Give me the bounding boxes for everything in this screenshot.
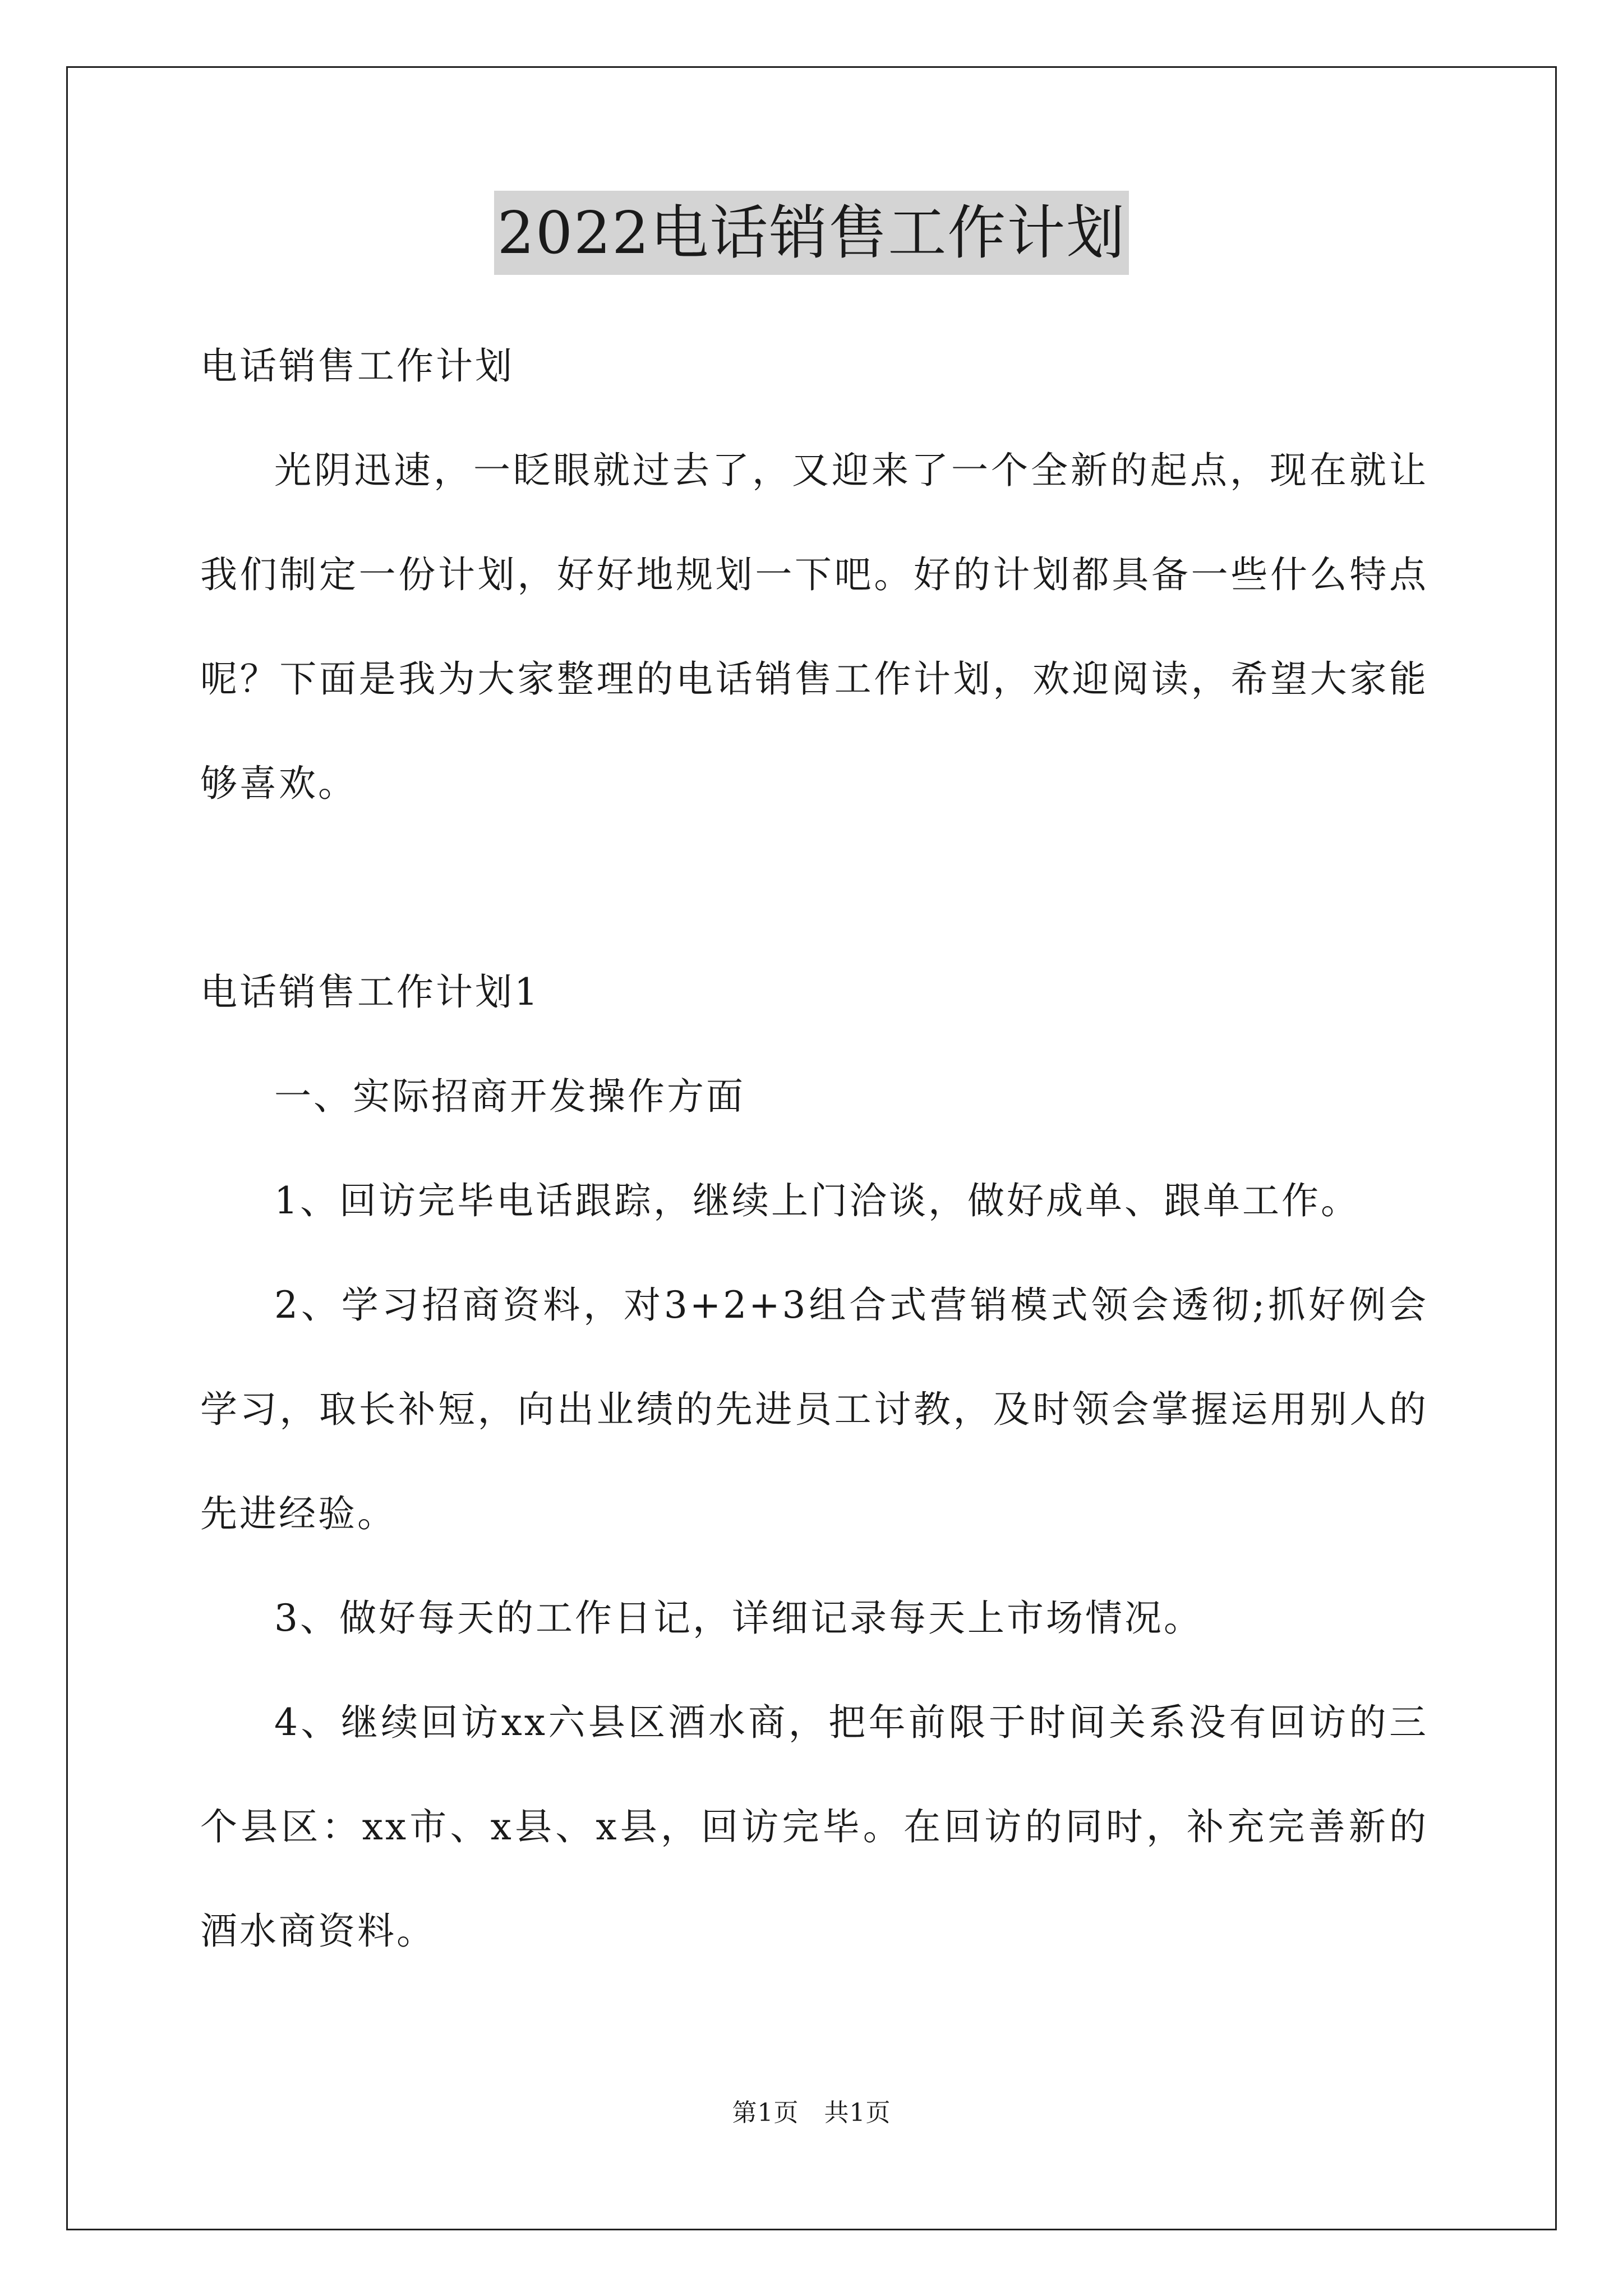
list-item-1: 1、回访完毕电话跟踪，继续上门洽谈，做好成单、跟单工作。 — [274, 1179, 1360, 1222]
document-subtitle: 电话销售工作计划 — [200, 344, 514, 388]
page-footer: 第1页 共1页 — [732, 2099, 891, 2127]
list-item-3: 3、做好每天的工作日记，详细记录每天上市场情况。 — [274, 1596, 1203, 1640]
document-title: 2022电话销售工作计划 — [494, 191, 1129, 275]
section-subheading: 一、实际招商开发操作方面 — [274, 1075, 745, 1118]
list-item-2: 2、学习招商资料，对3+2+3组合式营销模式领会透彻;抓好例会学习，取长补短，向出业绩的先进员工讨教，及时领会掌握运用别人的先进经验。 — [200, 1283, 1428, 1535]
document-body — [200, 314, 1428, 1984]
intro-paragraph: 光阴迅速，一眨眼就过去了，又迎来了一个全新的起点，现在就让我们制定一份计划，好好地规划一下吧。好的计划都具备一些什么特点呢？下面是我为大家整理的电话销售工作计划，欢迎阅读，希望大家能够喜欢。 — [200, 449, 1428, 805]
list-item-4: 4、继续回访xx六县区酒水商，把年前限于时间关系没有回访的三个县区：xx市、x县、x县，回访完毕。在回访的同时，补充完善新的酒水商资料。 — [200, 1701, 1428, 1953]
title-container — [0, 191, 1623, 275]
section-title: 电话销售工作计划1 — [200, 970, 540, 1014]
